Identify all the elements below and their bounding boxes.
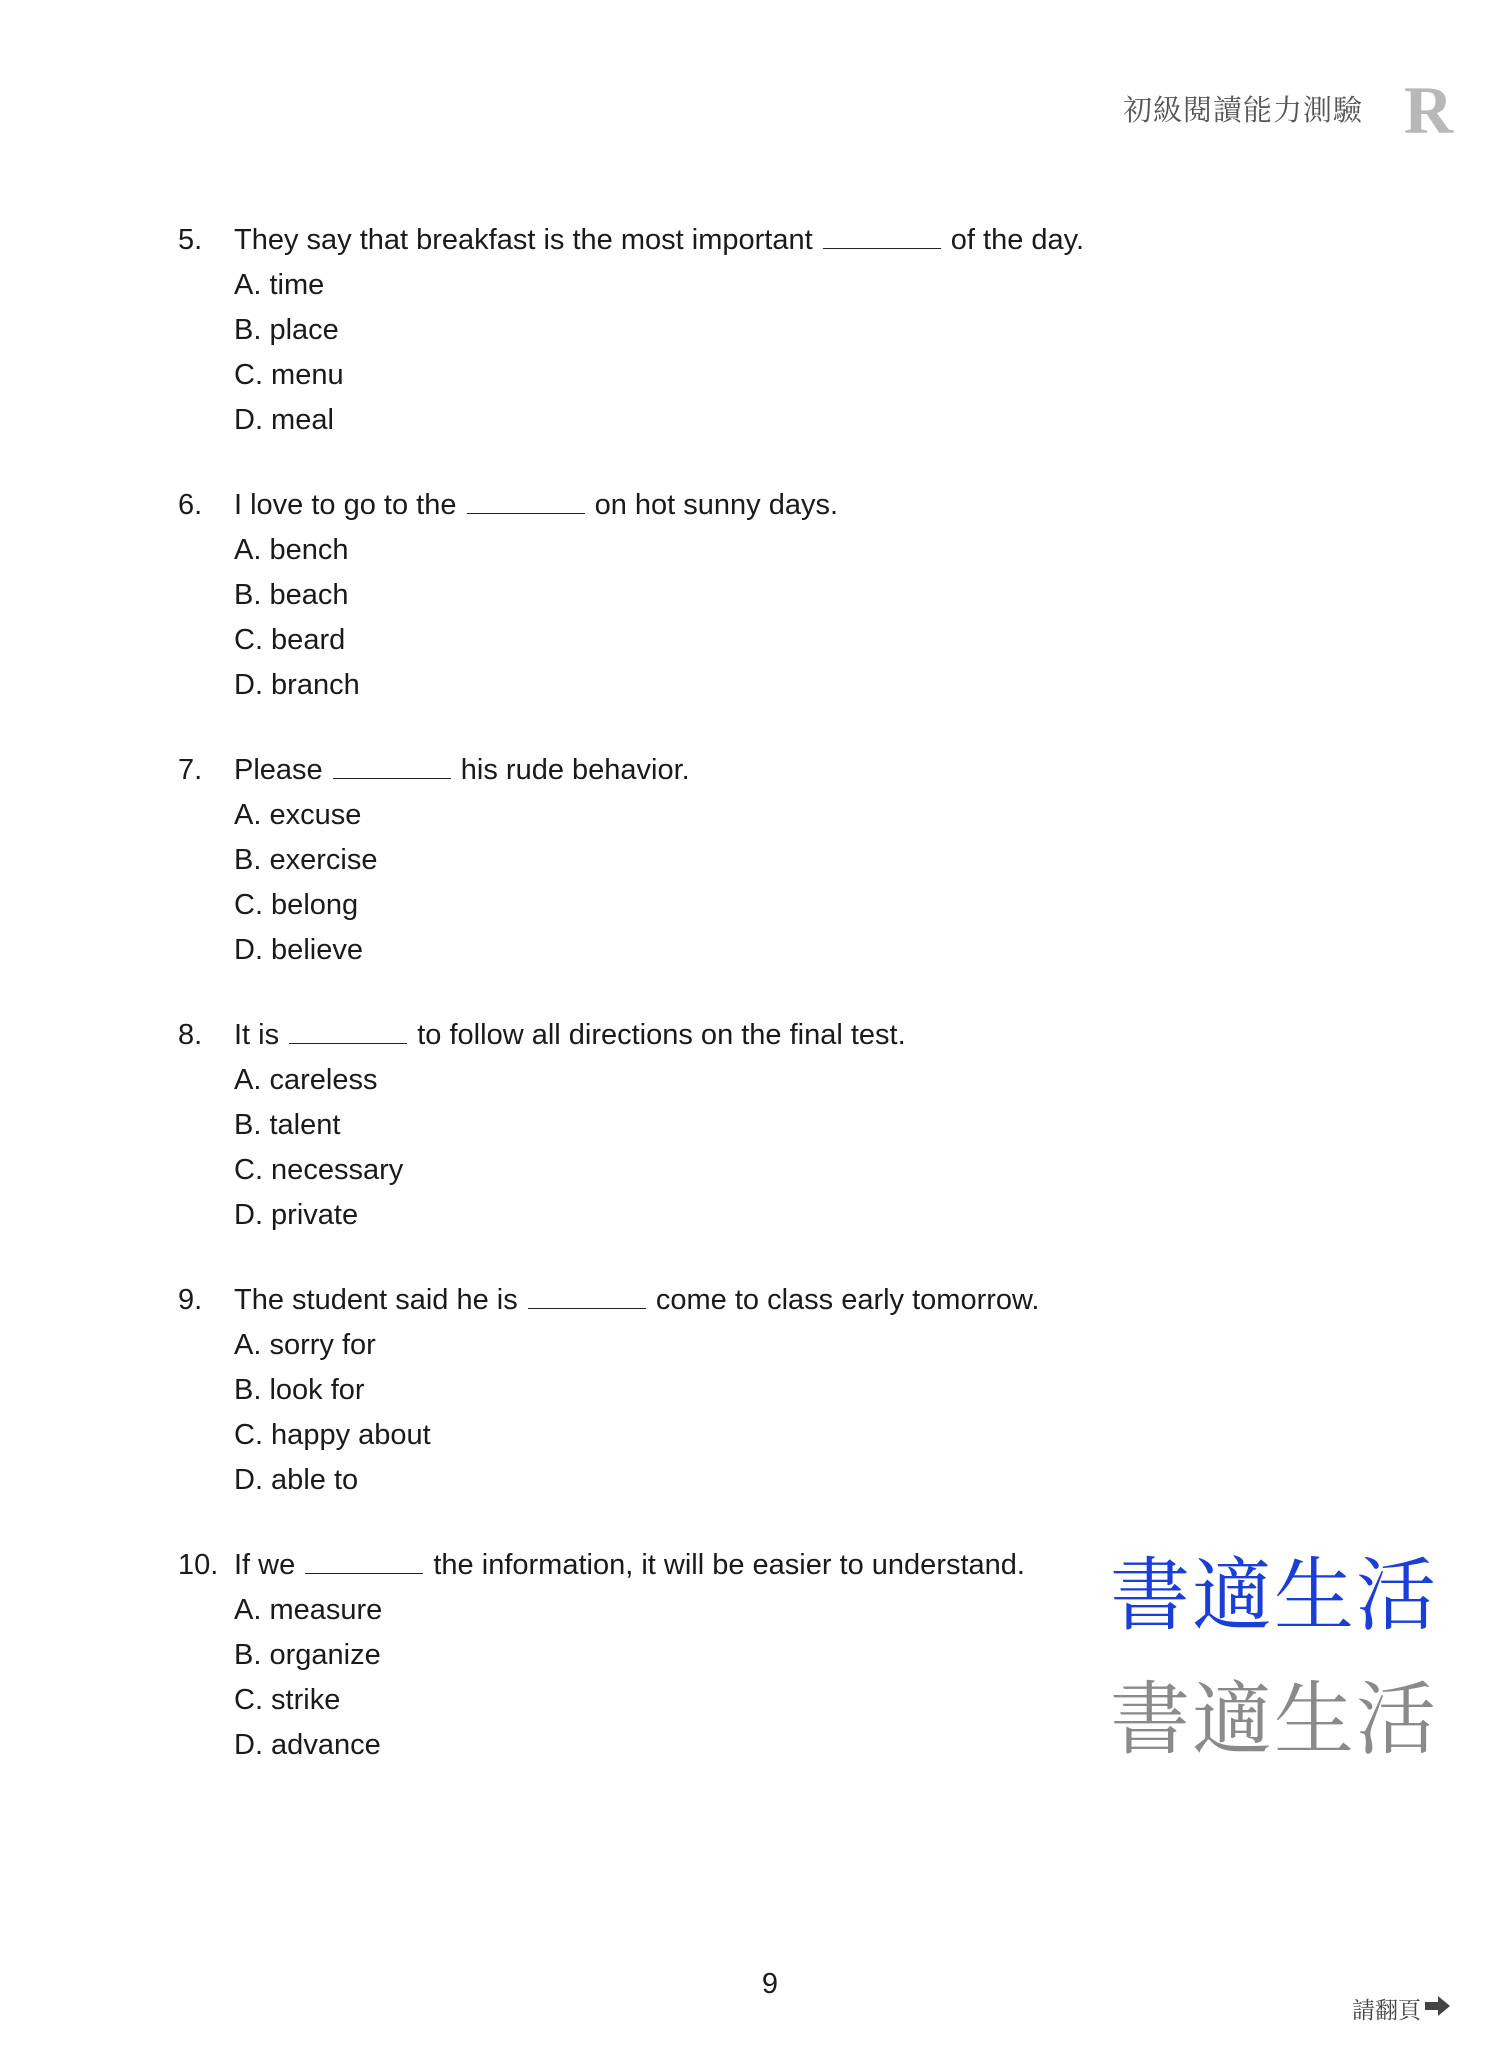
page-number: 9 bbox=[761, 1968, 779, 2000]
header-title: 初級閱讀能力測驗 bbox=[1122, 93, 1363, 127]
question-stem bbox=[178, 483, 1178, 528]
question-stem bbox=[178, 1013, 1178, 1058]
option-b: B. organize bbox=[234, 1639, 381, 1671]
question-text-after: on hot sunny days. bbox=[594, 489, 839, 521]
question-9 bbox=[178, 1278, 1178, 1503]
question-text-after: to follow all directions on the final test. bbox=[417, 1019, 906, 1051]
option-d: D. meal bbox=[234, 404, 334, 436]
option-a: A. careless bbox=[234, 1064, 378, 1096]
question-7 bbox=[178, 748, 1178, 973]
option-c: C. strike bbox=[234, 1684, 341, 1716]
question-stem bbox=[178, 218, 1178, 263]
question-number: 5. bbox=[178, 224, 203, 256]
answer-blank bbox=[289, 1013, 407, 1044]
question-text-after: come to class early tomorrow. bbox=[655, 1284, 1040, 1316]
question-10 bbox=[178, 1543, 1178, 1768]
question-text-before: The student said he is bbox=[234, 1284, 518, 1316]
question-number: 7. bbox=[178, 754, 203, 786]
question-number: 8. bbox=[178, 1019, 203, 1051]
answer-blank bbox=[305, 1543, 423, 1574]
watermark-blue: 書適生活 bbox=[1110, 1549, 1438, 1642]
option-a: A. time bbox=[234, 269, 325, 301]
question-text-before: They say that breakfast is the most important bbox=[234, 224, 813, 256]
question-text-before: If we bbox=[234, 1549, 296, 1581]
option-a: A. measure bbox=[234, 1594, 383, 1626]
question-stem bbox=[178, 748, 1178, 793]
section-letter: R bbox=[1403, 72, 1453, 148]
answer-blank bbox=[528, 1278, 646, 1309]
question-number: 9. bbox=[178, 1284, 203, 1316]
option-d: D. branch bbox=[234, 669, 360, 701]
option-b: B. talent bbox=[234, 1109, 341, 1141]
question-text-after: his rude behavior. bbox=[460, 754, 690, 786]
option-list bbox=[178, 1058, 1178, 1238]
option-d: D. advance bbox=[234, 1729, 381, 1761]
question-text-before: I love to go to the bbox=[234, 489, 457, 521]
option-b: B. look for bbox=[234, 1374, 365, 1406]
option-list bbox=[178, 1588, 1178, 1768]
question-5 bbox=[178, 218, 1178, 443]
answer-blank bbox=[333, 748, 451, 779]
option-a: A. bench bbox=[234, 534, 349, 566]
option-list bbox=[178, 793, 1178, 973]
option-a: A. sorry for bbox=[234, 1329, 376, 1361]
question-text-before: It is bbox=[234, 1019, 280, 1051]
option-d: D. able to bbox=[234, 1464, 359, 1496]
option-c: C. beard bbox=[234, 624, 346, 656]
option-d: D. believe bbox=[234, 934, 363, 966]
question-6 bbox=[178, 483, 1178, 708]
question-number: 6. bbox=[178, 489, 203, 521]
option-c: C. belong bbox=[234, 889, 359, 921]
answer-blank bbox=[467, 483, 585, 514]
question-text-after: of the day. bbox=[950, 224, 1085, 256]
option-list bbox=[178, 1323, 1178, 1503]
question-number: 10. bbox=[178, 1549, 219, 1581]
question-text-after: the information, it will be easier to understand. bbox=[433, 1549, 1025, 1581]
option-c: C. happy about bbox=[234, 1419, 431, 1451]
option-b: B. beach bbox=[234, 579, 349, 611]
watermark-gray: 書適生活 bbox=[1110, 1673, 1438, 1766]
question-stem bbox=[178, 1543, 1178, 1588]
option-c: C. necessary bbox=[234, 1154, 404, 1186]
arrow-right-icon bbox=[1421, 1995, 1451, 2023]
question-stem bbox=[178, 1278, 1178, 1323]
turn-page-label: 請翻頁 bbox=[1352, 1998, 1421, 2024]
turn-page-indicator bbox=[1352, 1992, 1451, 2025]
question-text-before: Please bbox=[234, 754, 323, 786]
answer-blank bbox=[823, 218, 941, 249]
option-c: C. menu bbox=[234, 359, 344, 391]
option-b: B. exercise bbox=[234, 844, 378, 876]
option-b: B. place bbox=[234, 314, 339, 346]
question-8 bbox=[178, 1013, 1178, 1238]
option-list bbox=[178, 263, 1178, 443]
option-a: A. excuse bbox=[234, 799, 362, 831]
option-list bbox=[178, 528, 1178, 708]
option-d: D. private bbox=[234, 1199, 359, 1231]
